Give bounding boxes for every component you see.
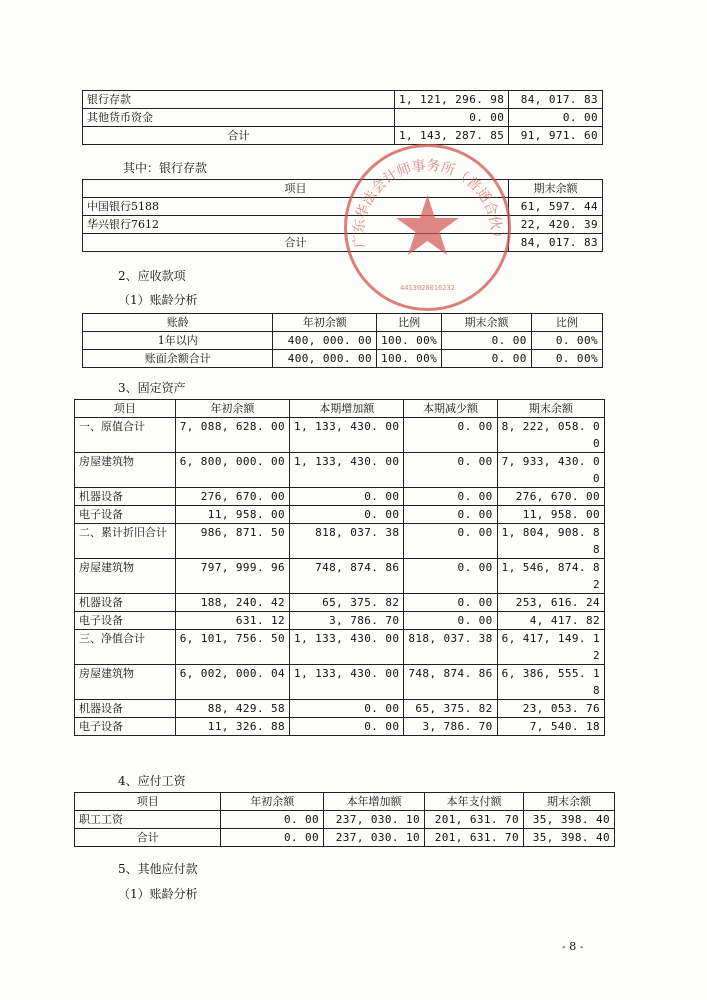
- cell-increase: 1, 133, 430. 00: [290, 418, 404, 453]
- col-header: 项目: [75, 400, 176, 418]
- cell-begin: 188, 240. 42: [175, 594, 289, 612]
- cell-decrease: 0. 00: [404, 488, 497, 506]
- cell-decrease: 0. 00: [404, 453, 497, 488]
- wages-table: [74, 792, 615, 847]
- seal-arc-text-path: 广东华法会计师事务所（普通合伙）: [351, 157, 504, 249]
- table-row: [75, 665, 605, 700]
- cell-increase: 3, 786. 70: [290, 612, 404, 630]
- cell: 0. 00: [221, 829, 324, 847]
- cell: 237, 030. 10: [324, 829, 425, 847]
- table-row: [75, 612, 605, 630]
- table-row: [75, 488, 605, 506]
- row-label: 机器设备: [75, 700, 176, 718]
- cell-increase: 1, 133, 430. 00: [290, 665, 404, 700]
- cell-end: [497, 453, 604, 488]
- cell: 400, 000. 00: [273, 350, 377, 368]
- table-row: [75, 829, 615, 847]
- row-label: 职工工资: [75, 811, 221, 829]
- cell-end: [497, 665, 604, 700]
- cell-begin: 986, 871. 50: [175, 524, 289, 559]
- col-header: 本年增加额: [324, 793, 425, 811]
- col-header: 期末余额: [523, 793, 614, 811]
- bank-end: 61, 597. 44: [509, 198, 603, 216]
- cell-end-line2: 8: [592, 543, 600, 556]
- seal-code: 4413020016232: [400, 284, 455, 292]
- row-label: 电子设备: [75, 506, 176, 524]
- cell-end: [497, 418, 604, 453]
- table-row: [75, 718, 605, 736]
- cell: 0. 00: [442, 332, 532, 350]
- cell-decrease: 0. 00: [404, 612, 497, 630]
- table-header: [75, 793, 615, 811]
- cash-end: 0. 00: [509, 109, 603, 127]
- cell: 35, 398. 40: [523, 829, 614, 847]
- cash-end: 91, 971. 60: [509, 127, 603, 145]
- col-header: 比例: [377, 314, 442, 332]
- cell-begin: 7, 088, 628. 00: [175, 418, 289, 453]
- cell-begin: 11, 958. 00: [175, 506, 289, 524]
- cell-end: [497, 524, 604, 559]
- row-label: 合计: [75, 829, 221, 847]
- cell-begin: 6, 101, 756. 50: [175, 630, 289, 665]
- row-label: 三、净值合计: [75, 630, 176, 665]
- cell: 100. 00%: [377, 350, 442, 368]
- cell-end: [497, 718, 604, 736]
- bank-label: 华兴银行7612: [83, 216, 509, 234]
- cash-begin: 1, 143, 287. 85: [394, 127, 508, 145]
- cell: 400, 000. 00: [273, 332, 377, 350]
- bank-header-end: 期末余额: [509, 180, 603, 198]
- cell-end-line1: 6, 386, 555. 1: [501, 667, 600, 680]
- cell-increase: 818, 037. 38: [290, 524, 404, 559]
- cell: 35, 398. 40: [523, 811, 614, 829]
- cell-begin: 276, 670. 00: [175, 488, 289, 506]
- table-row: [75, 630, 605, 665]
- cell-begin: 797, 999. 96: [175, 559, 289, 594]
- cell-end-line1: 7, 540. 18: [529, 720, 600, 733]
- cell-end-line2: 2: [592, 578, 600, 591]
- row-label: 电子设备: [75, 718, 176, 736]
- cell-begin: 6, 002, 000. 04: [175, 665, 289, 700]
- table-row: [75, 506, 605, 524]
- cell-decrease: 818, 037. 38: [404, 630, 497, 665]
- cell: 100. 00%: [377, 332, 442, 350]
- col-header: 项目: [75, 793, 221, 811]
- cell-decrease: 0. 00: [404, 594, 497, 612]
- cell-increase: 1, 133, 430. 00: [290, 453, 404, 488]
- cell-increase: 748, 874. 86: [290, 559, 404, 594]
- cell-decrease: 0. 00: [404, 524, 497, 559]
- row-label: 二、累计折旧合计: [75, 524, 176, 559]
- cell-end-line2: 2: [592, 649, 600, 662]
- cell-end-line2: 0: [592, 472, 600, 485]
- cell: 0. 00%: [531, 332, 602, 350]
- wages-title: 4、应付工资: [118, 774, 186, 788]
- bank-header-item: 项目: [83, 180, 509, 198]
- cell-end-line1: 4, 417. 82: [529, 614, 600, 627]
- row-label: 房屋建筑物: [75, 559, 176, 594]
- cell-end-line1: 276, 670. 00: [515, 490, 600, 503]
- col-header: 比例: [531, 314, 602, 332]
- cash-label: 其他货币资金: [83, 109, 395, 127]
- cell-end-line1: 23, 053. 76: [522, 702, 600, 715]
- other-payables-subtitle: （1）账龄分析: [118, 887, 198, 901]
- row-label: 账面余额合计: [83, 350, 273, 368]
- other-payables-title: 5、其他应付款: [118, 862, 198, 876]
- col-header: 本期增加额: [290, 400, 404, 418]
- row-label: 房屋建筑物: [75, 665, 176, 700]
- col-header: 本期减少额: [404, 400, 497, 418]
- col-header: 期末余额: [497, 400, 604, 418]
- cash-label: 银行存款: [83, 91, 395, 109]
- cell-begin: 11, 326. 88: [175, 718, 289, 736]
- cell-end-line1: 253, 616. 24: [515, 596, 600, 609]
- table-row: [75, 524, 605, 559]
- page-number: - 8 -: [562, 940, 584, 953]
- cell-begin: 6, 800, 000. 00: [175, 453, 289, 488]
- company-seal-stamp: [340, 140, 515, 315]
- receivables-subtitle: （1）账龄分析: [118, 293, 198, 307]
- cash-end: 84, 017. 83: [509, 91, 603, 109]
- fixed-assets-title: 3、固定资产: [118, 381, 186, 395]
- bank-label: 中国银行5188: [83, 198, 509, 216]
- cell-end-line1: 11, 958. 00: [522, 508, 600, 521]
- cell-increase: 1, 133, 430. 00: [290, 630, 404, 665]
- row-label: 房屋建筑物: [75, 453, 176, 488]
- cell-end-line1: 7, 933, 430. 0: [501, 455, 600, 468]
- cell-end: [497, 630, 604, 665]
- cell-end-line1: 1, 804, 908. 8: [501, 526, 600, 539]
- col-header: 本年支付额: [425, 793, 524, 811]
- seal-star: [396, 195, 459, 255]
- receivables-table: [82, 313, 603, 368]
- cash-total-label: 合计: [83, 127, 395, 145]
- receivables-title: 2、应收款项: [118, 269, 186, 283]
- cell-increase: 0. 00: [290, 506, 404, 524]
- cell: 0. 00%: [531, 350, 602, 368]
- col-header: 年初余额: [175, 400, 289, 418]
- cell-increase: 0. 00: [290, 700, 404, 718]
- fixed-assets-table: [74, 399, 605, 736]
- col-header: 账龄: [83, 314, 273, 332]
- cell-end: [497, 506, 604, 524]
- table-row: [75, 559, 605, 594]
- table-row: [83, 91, 603, 109]
- cell-end: [497, 594, 604, 612]
- row-label: 机器设备: [75, 488, 176, 506]
- cell: 201, 631. 70: [425, 829, 524, 847]
- cell: 0. 00: [442, 350, 532, 368]
- cell-begin: 631. 12: [175, 612, 289, 630]
- table-header: [75, 400, 605, 418]
- cell: 0. 00: [221, 811, 324, 829]
- col-header: 期末余额: [442, 314, 532, 332]
- table-row: [75, 700, 605, 718]
- cell-decrease: 3, 786. 70: [404, 718, 497, 736]
- cell-decrease: 65, 375. 82: [404, 700, 497, 718]
- cell-increase: 65, 375. 82: [290, 594, 404, 612]
- cell: 237, 030. 10: [324, 811, 425, 829]
- cell-begin: 88, 429. 58: [175, 700, 289, 718]
- col-header: 年初余额: [221, 793, 324, 811]
- bank-end: 84, 017. 83: [509, 234, 603, 252]
- row-label: 1年以内: [83, 332, 273, 350]
- cell-decrease: 748, 874. 86: [404, 665, 497, 700]
- cell-increase: 0. 00: [290, 488, 404, 506]
- bank-section-title: 其中：银行存款: [123, 161, 208, 175]
- table-row: [83, 109, 603, 127]
- cash-table: [82, 90, 603, 145]
- cell-decrease: 0. 00: [404, 418, 497, 453]
- cash-begin: 0. 00: [394, 109, 508, 127]
- table-row: [83, 350, 603, 368]
- table-row: [75, 594, 605, 612]
- cell-increase: 0. 00: [290, 718, 404, 736]
- cell-end-line1: 6, 417, 149. 1: [501, 632, 600, 645]
- row-label: 机器设备: [75, 594, 176, 612]
- cell-end-line1: 8, 222, 058. 0: [501, 420, 600, 433]
- cell-end-line1: 1, 546, 874. 8: [501, 561, 600, 574]
- cash-begin: 1, 121, 296. 98: [394, 91, 508, 109]
- table-header: [83, 314, 603, 332]
- cell-end: [497, 612, 604, 630]
- cell-end: [497, 700, 604, 718]
- table-row: [75, 453, 605, 488]
- bank-total-label: 合计: [83, 234, 509, 252]
- table-row: [75, 418, 605, 453]
- cell-end-line2: 8: [592, 684, 600, 697]
- cell-end: [497, 488, 604, 506]
- table-row: [83, 332, 603, 350]
- cell-end: [497, 559, 604, 594]
- cell: 201, 631. 70: [425, 811, 524, 829]
- col-header: 年初余额: [273, 314, 377, 332]
- bank-end: 22, 420. 39: [509, 216, 603, 234]
- cell-end-line2: 0: [592, 437, 600, 450]
- table-row: [75, 811, 615, 829]
- row-label: 一、原值合计: [75, 418, 176, 453]
- cell-decrease: 0. 00: [404, 506, 497, 524]
- row-label: 电子设备: [75, 612, 176, 630]
- cell-decrease: 0. 00: [404, 559, 497, 594]
